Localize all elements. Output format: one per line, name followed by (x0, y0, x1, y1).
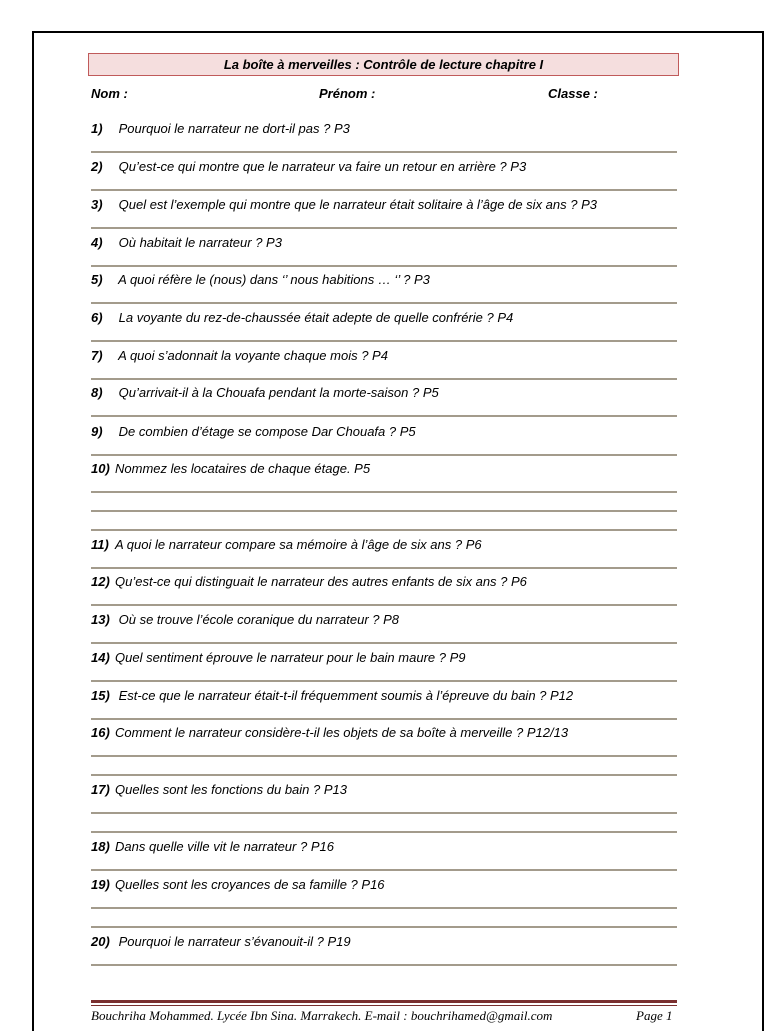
page-number: Page 1 (636, 1008, 673, 1023)
question-number: 8) (91, 385, 103, 400)
question-text: Dans quelle ville vit le narrateur ? P16 (115, 839, 334, 854)
question-7 (91, 348, 388, 363)
question-text: Est-ce que le narrateur était-t-il fréquemment soumis à l’épreuve du bain ? P12 (118, 688, 574, 703)
question-number: 4) (91, 235, 103, 250)
question-19 (91, 877, 385, 892)
question-20 (91, 934, 351, 949)
question-text: Quel est l’exemple qui montre que le narrateur était solitaire à l’âge de six ans ? P3 (118, 197, 597, 212)
answer-line (91, 510, 677, 512)
question-number: 13) (91, 612, 110, 627)
question-8 (91, 385, 439, 400)
question-number: 15) (91, 688, 110, 703)
question-number: 14) (91, 650, 110, 665)
question-13 (91, 612, 399, 627)
nom-label: Nom : (91, 86, 128, 101)
question-number: 16) (91, 725, 110, 740)
question-number: 3) (91, 197, 103, 212)
question-text: De combien d’étage se compose Dar Chouafa ? P5 (118, 424, 416, 439)
answer-line (91, 907, 677, 909)
answer-line (91, 340, 677, 342)
answer-line (91, 265, 677, 267)
question-text: A quoi le narrateur compare sa mémoire à l’âge de six ans ? P6 (115, 537, 482, 552)
answer-line (91, 302, 677, 304)
question-5 (91, 272, 430, 287)
question-16 (91, 725, 568, 740)
answer-line (91, 529, 677, 531)
answer-line (91, 718, 677, 720)
question-18 (91, 839, 334, 854)
question-number: 9) (91, 424, 103, 439)
classe-label: Classe : (548, 86, 598, 101)
question-2 (91, 159, 526, 174)
question-4 (91, 235, 282, 250)
question-text: Pourquoi le narrateur s’évanouit-il ? P19 (118, 934, 351, 949)
footer-rule (91, 1000, 677, 1003)
question-number: 19) (91, 877, 110, 892)
answer-line (91, 189, 677, 191)
answer-line (91, 926, 677, 928)
question-number: 20) (91, 934, 110, 949)
answer-line (91, 567, 677, 569)
answer-line (91, 151, 677, 153)
question-1 (91, 121, 350, 136)
question-3 (91, 197, 597, 212)
answer-line (91, 454, 677, 456)
question-12 (91, 574, 527, 589)
question-number: 12) (91, 574, 110, 589)
page-title: La boîte à merveilles : Contrôle de lecture chapitre I (88, 53, 679, 76)
footer-rule-thin (91, 1005, 677, 1006)
question-text: Quelles sont les fonctions du bain ? P13 (115, 782, 347, 797)
answer-line (91, 774, 677, 776)
question-text: La voyante du rez-de-chaussée était adepte de quelle confrérie ? P4 (118, 310, 514, 325)
answer-line (91, 491, 677, 493)
question-text: Quel sentiment éprouve le narrateur pour le bain maure ? P9 (115, 650, 466, 665)
answer-line (91, 812, 677, 814)
question-text: A quoi réfère le (nous) dans ‘’ nous habitions … ‘’ ? P3 (118, 272, 430, 287)
question-number: 2) (91, 159, 103, 174)
answer-line (91, 680, 677, 682)
question-number: 10) (91, 461, 110, 476)
question-text: Qu’est-ce qui distinguait le narrateur des autres enfants de six ans ? P6 (115, 574, 527, 589)
question-6 (91, 310, 513, 325)
question-15 (91, 688, 573, 703)
question-9 (91, 424, 416, 439)
question-number: 17) (91, 782, 110, 797)
answer-line (91, 415, 677, 417)
answer-line (91, 869, 677, 871)
question-text: Pourquoi le narrateur ne dort-il pas ? P3 (118, 121, 350, 136)
prenom-label: Prénom : (319, 86, 376, 101)
question-text: Nommez les locataires de chaque étage. P5 (115, 461, 371, 476)
question-number: 7) (91, 348, 103, 363)
question-11 (91, 537, 482, 552)
answer-line (91, 227, 677, 229)
answer-line (91, 755, 677, 757)
question-text: Comment le narrateur considère-t-il les objets de sa boîte à merveille ? P12/13 (115, 725, 569, 740)
question-10 (91, 461, 370, 476)
question-text: Quelles sont les croyances de sa famille ? P16 (115, 877, 385, 892)
answer-line (91, 642, 677, 644)
question-text: A quoi s’adonnait la voyante chaque mois ? P4 (118, 348, 388, 363)
question-number: 18) (91, 839, 110, 854)
question-text: Où se trouve l’école coranique du narrateur ? P8 (118, 612, 400, 627)
answer-line (91, 604, 677, 606)
footer-author: Bouchriha Mohammed. Lycée Ibn Sina. Marrakech. E-mail : bouchrihamed@gmail.com (91, 1008, 553, 1023)
question-text: Où habitait le narrateur ? P3 (118, 235, 282, 250)
answer-line (91, 831, 677, 833)
question-text: Qu’arrivait-il à la Chouafa pendant la morte-saison ? P5 (118, 385, 439, 400)
question-number: 1) (91, 121, 103, 136)
question-number: 6) (91, 310, 103, 325)
question-17 (91, 782, 347, 797)
answer-line (91, 378, 677, 380)
question-number: 11) (91, 537, 109, 552)
question-number: 5) (91, 272, 103, 287)
question-14 (91, 650, 465, 665)
question-text: Qu’est-ce qui montre que le narrateur va faire un retour en arrière ? P3 (118, 159, 527, 174)
answer-line (91, 964, 677, 966)
